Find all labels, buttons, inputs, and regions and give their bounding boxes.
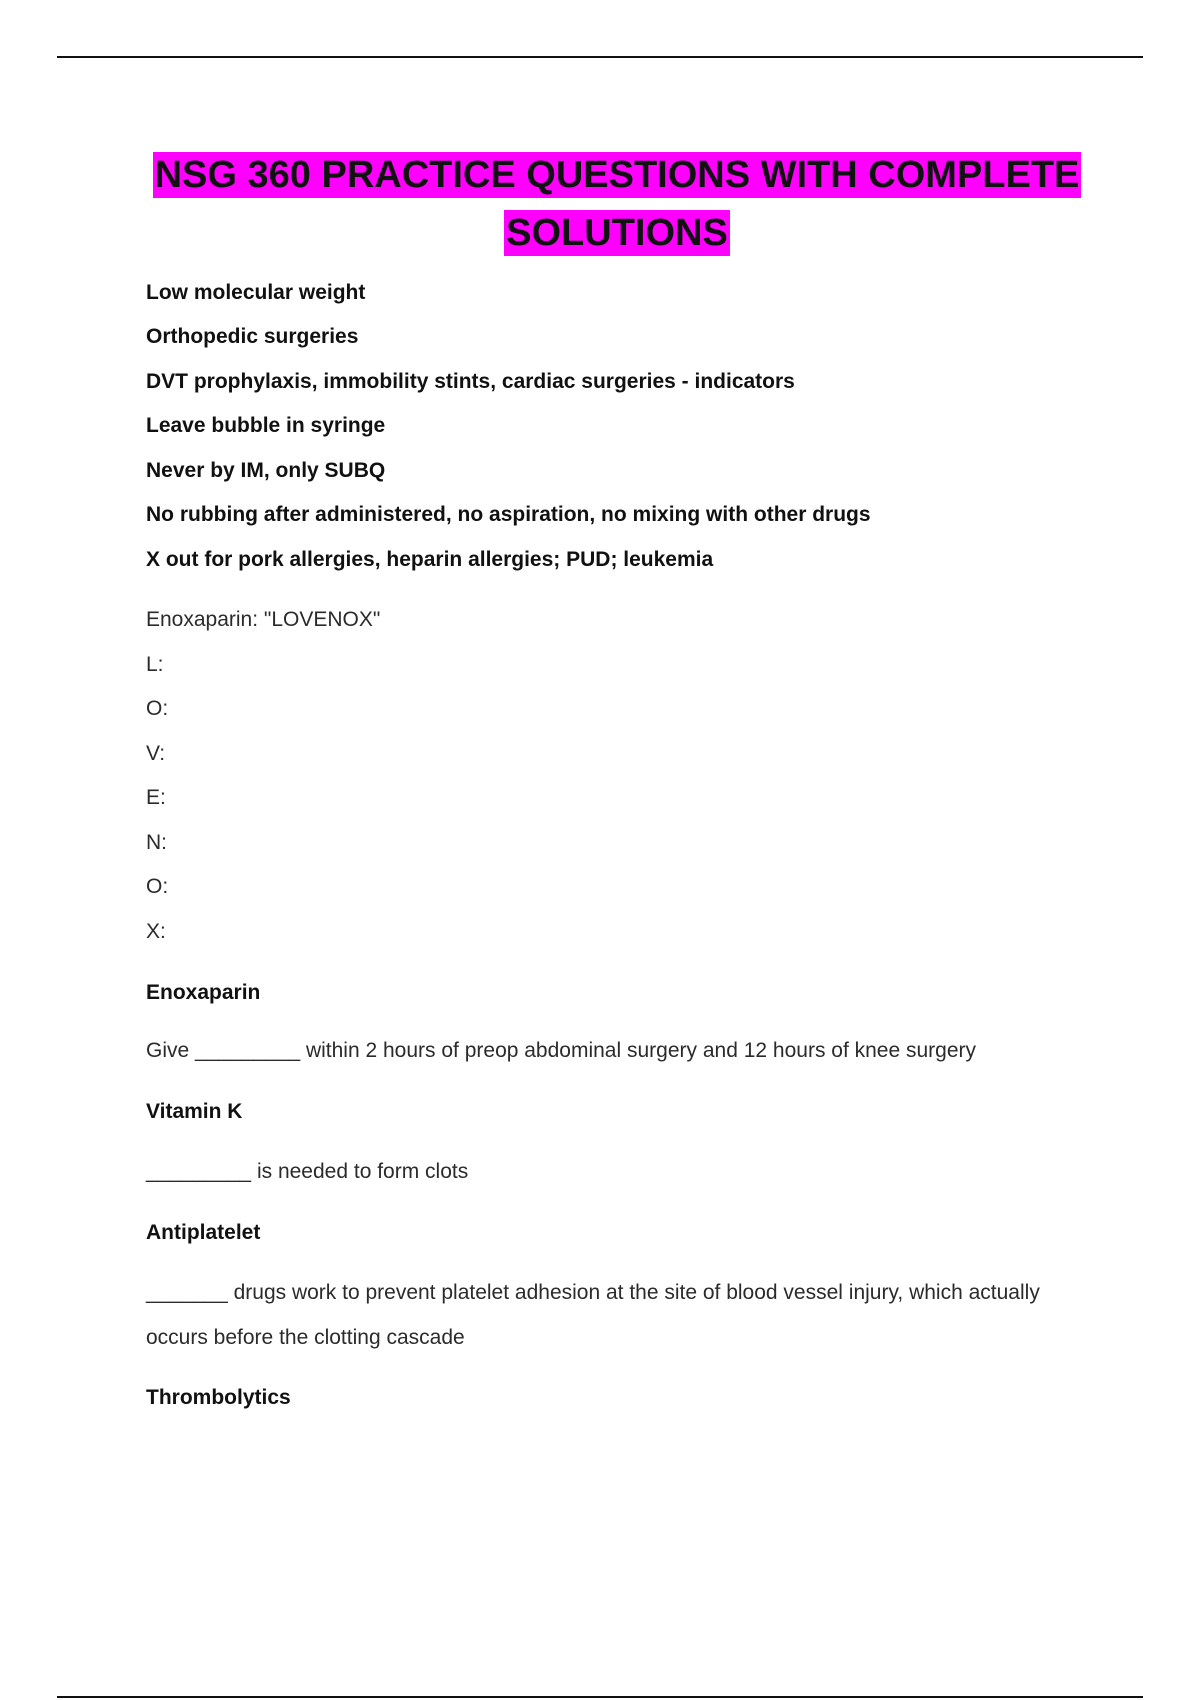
- mnemonic-line: E:: [146, 786, 166, 809]
- question-line: occurs before the clotting cascade: [146, 1326, 465, 1349]
- page-title: [0, 146, 1200, 262]
- question-line: _________ is needed to form clots: [146, 1160, 469, 1183]
- title-line-2: SOLUTIONS: [506, 212, 728, 254]
- answer-line: Antiplatelet: [146, 1221, 261, 1244]
- footer-rule: [57, 1696, 1143, 1698]
- answer-line: Enoxaparin: [146, 981, 261, 1004]
- answer-line: Orthopedic surgeries: [146, 325, 359, 348]
- answer-line: No rubbing after administered, no aspiration, no mixing with other drugs: [146, 503, 871, 526]
- answer-line: X out for pork allergies, heparin allergies; PUD; leukemia: [146, 548, 714, 571]
- mnemonic-line: O:: [146, 875, 169, 898]
- mnemonic-line: X:: [146, 920, 166, 943]
- question-line: Give _________ within 2 hours of preop abdominal surgery and 12 hours of knee surgery: [146, 1039, 977, 1062]
- title-line-1: NSG 360 PRACTICE QUESTIONS WITH COMPLETE: [154, 154, 1080, 196]
- answer-line: Low molecular weight: [146, 281, 366, 304]
- answer-line: Never by IM, only SUBQ: [146, 459, 386, 482]
- answer-line: Vitamin K: [146, 1100, 243, 1123]
- mnemonic-line: O:: [146, 697, 169, 720]
- answer-line: DVT prophylaxis, immobility stints, cardiac surgeries - indicators: [146, 370, 795, 393]
- question-line: Enoxaparin: "LOVENOX": [146, 608, 381, 631]
- mnemonic-line: N:: [146, 831, 167, 854]
- header-rule: [57, 56, 1143, 58]
- answer-line: Leave bubble in syringe: [146, 414, 386, 437]
- mnemonic-line: V:: [146, 742, 166, 765]
- question-line: _______ drugs work to prevent platelet adhesion at the site of blood vessel injury, which actually: [146, 1281, 1040, 1304]
- mnemonic-line: L:: [146, 653, 164, 676]
- answer-line: Thrombolytics: [146, 1386, 291, 1409]
